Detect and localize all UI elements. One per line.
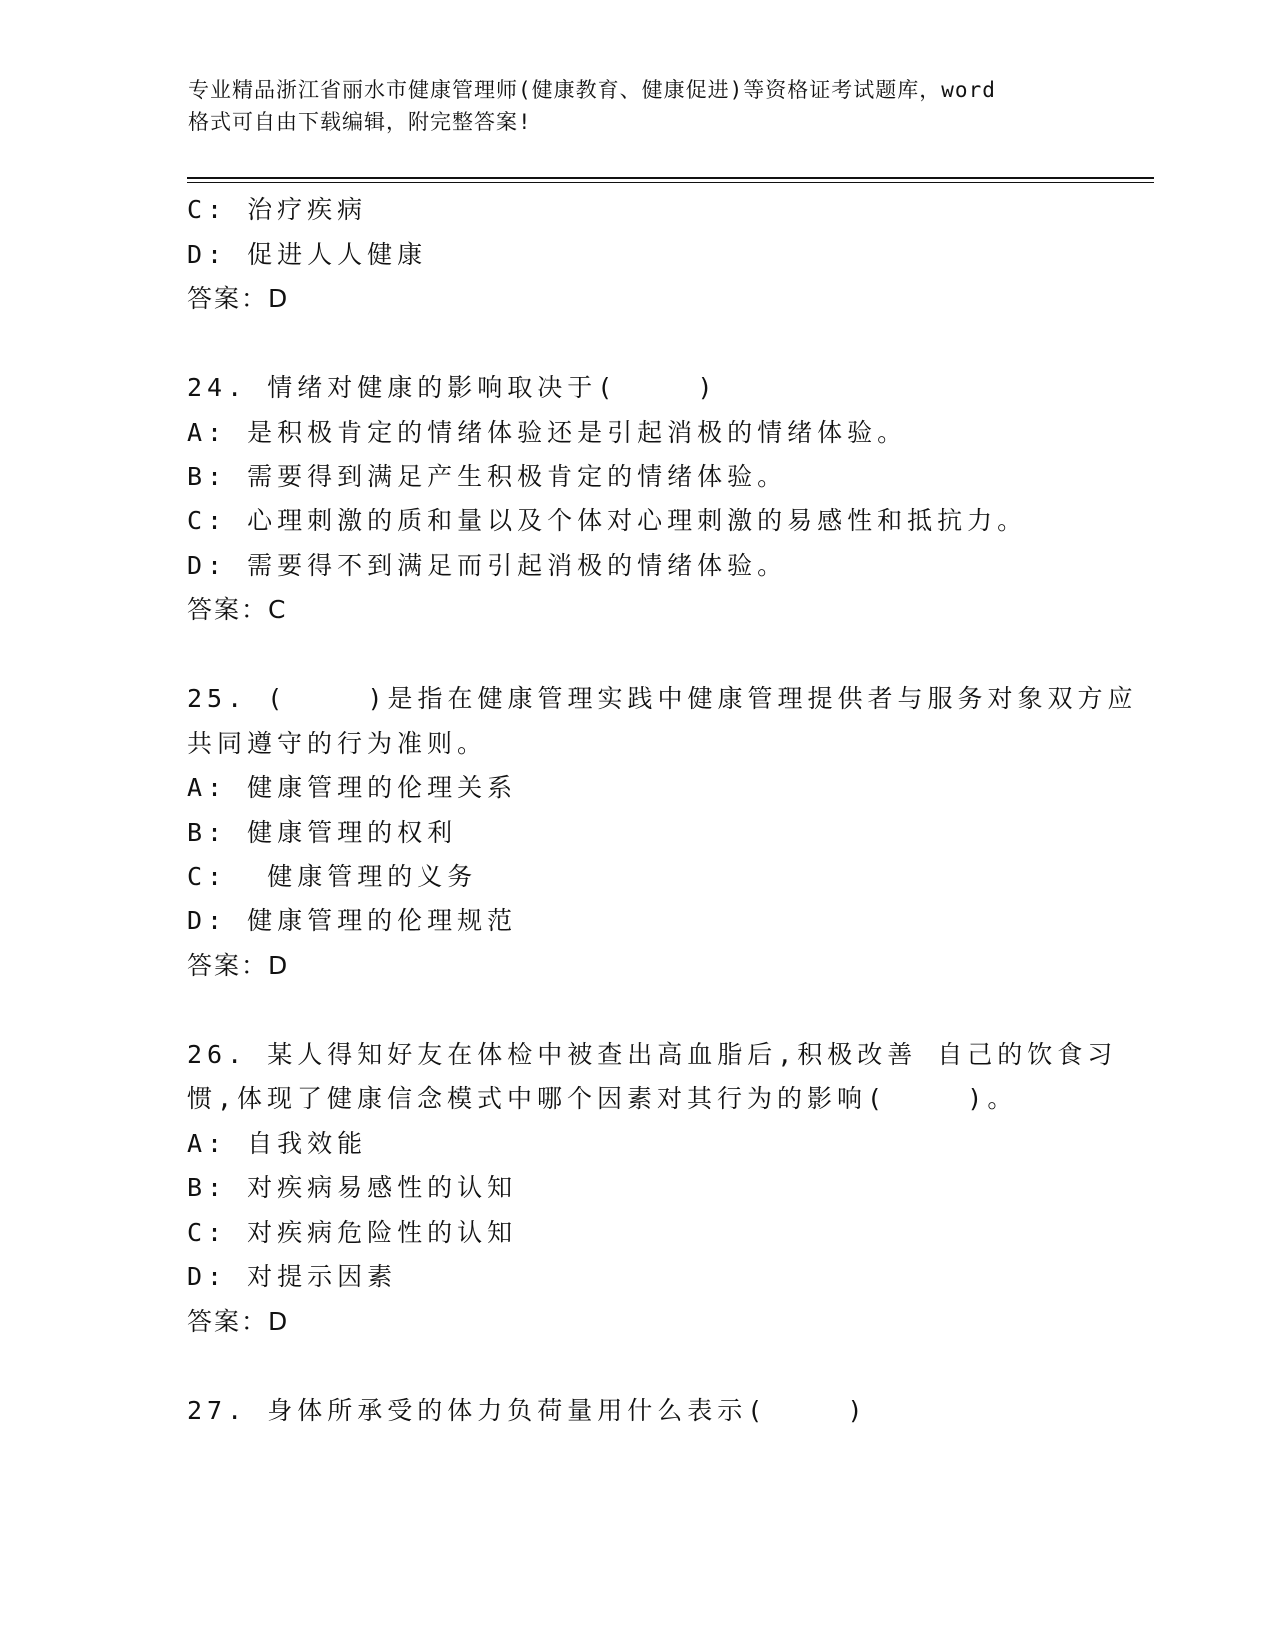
q25-option-d: D: 健康管理的伦理规范 — [187, 906, 518, 935]
q24-stem: 24. 情绪对健康的影响取决于( ) — [187, 373, 718, 402]
q23-answer: 答案：D — [187, 284, 290, 313]
document-header: 专业精品浙江省丽水市健康管理师(健康教育、健康促进)等资格证考试题库，word 格式可自由下载编辑，附完整答案! — [188, 78, 996, 134]
q26-option-a: A: 自我效能 — [187, 1129, 368, 1158]
q25-stem-line-1: 25. ( )是指在健康管理实践中健康管理提供者与服务对象双方应 — [187, 684, 1138, 713]
q25-stem-line-2: 共同遵守的行为准则。 — [187, 729, 488, 758]
q26-option-c: C: 对疾病危险性的认知 — [187, 1218, 518, 1247]
q23-option-c: C: 治疗疾病 — [187, 195, 368, 224]
q26-answer: 答案：D — [187, 1307, 290, 1336]
q26-option-d: D: 对提示因素 — [187, 1262, 398, 1291]
q24-option-c: C: 心理刺激的质和量以及个体对心理刺激的易感性和抵抗力。 — [187, 506, 1028, 535]
q25-option-c: C: 健康管理的义务 — [187, 862, 478, 891]
q25-answer: 答案：D — [187, 951, 290, 980]
q24-option-d: D: 需要得不到满足而引起消极的情绪体验。 — [187, 551, 788, 580]
q26-stem-line-2: 惯,体现了健康信念模式中哪个因素对其行为的影响( )。 — [187, 1084, 1018, 1113]
q25-option-a: A: 健康管理的伦理关系 — [187, 773, 518, 802]
q25-option-b: B: 健康管理的权利 — [187, 818, 458, 847]
q23-option-d: D: 促进人人健康 — [187, 240, 428, 269]
header-divider-thick — [187, 177, 1154, 179]
q26-option-b: B: 对疾病易感性的认知 — [187, 1173, 518, 1202]
q26-stem-line-1: 26. 某人得知好友在体检中被查出高血脂后,积极改善 自己的饮食习 — [187, 1040, 1118, 1069]
q24-option-a: A: 是积极肯定的情绪体验还是引起消极的情绪体验。 — [187, 418, 908, 447]
q27-stem: 27. 身体所承受的体力负荷量用什么表示( ) — [187, 1396, 868, 1425]
q24-option-b: B: 需要得到满足产生积极肯定的情绪体验。 — [187, 462, 788, 491]
header-divider-thin — [187, 182, 1154, 183]
q24-answer: 答案：C — [187, 595, 288, 624]
